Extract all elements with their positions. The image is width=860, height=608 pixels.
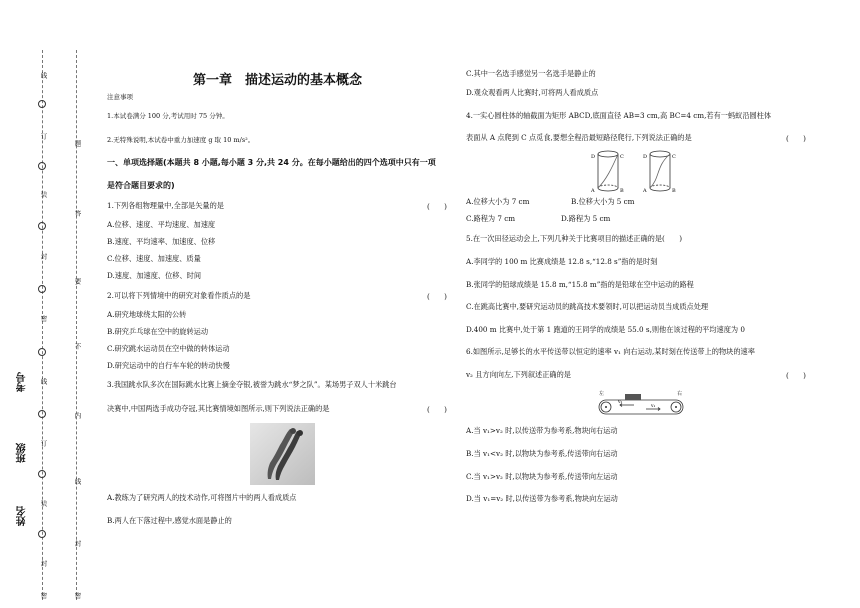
seal-circle: [38, 285, 46, 293]
option: A.研究地球绕太阳的公转: [107, 310, 187, 319]
option: A.当 v₁>v₂ 时,以传送带为参考系,物块向右运动: [466, 426, 618, 435]
answer-blank: ( ): [786, 134, 806, 143]
option: A.李同学的 100 m 比赛成绩是 12.8 s,“12.8 s”指的是时刻: [466, 257, 658, 266]
question-stem: 1.下列各组物理量中,全部是矢量的是: [107, 201, 224, 210]
seal-char: 密: [39, 592, 48, 599]
notice-item: 2.无特殊说明,本试卷中重力加速度 g 取 10 m/s²。: [107, 136, 255, 144]
option: D.400 m 比赛中,处于第 1 跑道的王同学的成绩是 55.0 s,则他在该过程的平均速度为 0: [466, 325, 745, 334]
option: A.位移、速度、平均速度、加速度: [107, 220, 216, 229]
seal-circle: [38, 470, 46, 478]
seal-circle: [38, 222, 46, 230]
answer-blank: ( ): [427, 202, 447, 211]
notice-heading: 注意事项: [107, 93, 133, 101]
direction-label-left: 左: [599, 391, 605, 397]
question-stem: 决赛中,中国两选手成功夺冠,其比赛情境如图所示,则下列说法正确的是: [107, 404, 330, 413]
answer-blank: ( ): [427, 405, 447, 414]
question-stem: 4.一实心圆柱体的轴截面为矩形 ABCD,底面直径 AB=3 cm,高 BC=4 cm,若有一蚂蚁沿圆柱体: [466, 111, 772, 120]
question-stem: 6.如图所示,足够长的水平传送带以恒定的速率 v₁ 向右运动,某时刻在传送带上的物块的速率: [466, 347, 755, 356]
question-stem: 3.我国跳水队多次在国际跳水比赛上摘金夺银,被誉为跳水“梦之队”。某场男子双人十米跳台: [107, 380, 397, 389]
name-field: 姓名: [17, 506, 28, 526]
diving-photo: [250, 423, 315, 485]
binding-margin: [0, 0, 100, 608]
seal-char: 线: [39, 72, 48, 79]
cylinder-figure: [590, 148, 685, 194]
option: C.其中一名选手感觉另一名选手是静止的: [466, 69, 596, 78]
seal-circle: [38, 100, 46, 108]
seal-circle: [38, 530, 46, 538]
seal-char: 要: [73, 278, 82, 285]
section-heading: 一、单项选择题(本题共 8 小题,每小题 3 分,共 24 分。在每小题给出的四个选项中只有一项: [107, 158, 436, 167]
seal-char: 封: [73, 540, 82, 547]
option: D.研究运动中的自行车车轮的转动快慢: [107, 361, 230, 370]
seal-char: 封: [39, 253, 48, 260]
seal-char: 不: [73, 343, 82, 350]
option: B.速度、平均速率、加速度、位移: [107, 237, 216, 246]
fig-label: A: [591, 188, 595, 194]
option: A.位移大小为 7 cm: [466, 197, 530, 206]
fig-label: B: [620, 188, 624, 194]
class-field: 班级: [17, 443, 28, 463]
option: D.路程为 5 cm: [561, 214, 611, 223]
answer-blank: ( ): [427, 292, 447, 301]
option: B.张同学的铅球成绩是 15.8 m,“15.8 m”指的是铅球在空中运动的路程: [466, 280, 694, 289]
seal-char: 装: [39, 500, 48, 507]
seal-char: 密: [73, 592, 82, 599]
seal-char: 题: [73, 140, 82, 147]
option: B.研究乒乓球在空中的旋转运动: [107, 327, 209, 336]
question-stem: 2.可以将下列情境中的研究对象看作质点的是: [107, 291, 251, 300]
option: C.研究跳水运动员在空中做的转体运动: [107, 344, 230, 353]
seal-circle: [38, 410, 46, 418]
seal-circle: [38, 162, 46, 170]
velocity-label: v₁: [651, 404, 656, 409]
fig-label: A: [643, 188, 647, 194]
seal-circle: [38, 348, 46, 356]
option: B.当 v₁<v₂ 时,以物块为参考系,传送带向右运动: [466, 449, 618, 458]
conveyor-belt-figure: [596, 388, 686, 418]
option: D.速度、加速度、位移、时间: [107, 271, 202, 280]
seal-char: 线: [39, 378, 48, 385]
fig-label: B: [672, 188, 676, 194]
option: C.位移、速度、加速度、质量: [107, 254, 201, 263]
seal-char: 内: [73, 412, 82, 419]
seal-char: 订: [39, 440, 48, 447]
notice-item: 1.本试卷满分 100 分,考试用时 75 分钟。: [107, 112, 229, 120]
seal-char: 订: [39, 133, 48, 140]
seal-char: 答: [73, 210, 82, 217]
option: C.当 v₁>v₂ 时,以物块为参考系,传送带向左运动: [466, 472, 618, 481]
seal-line-right: [76, 50, 77, 600]
page-title: 第一章 描述运动的基本概念: [193, 73, 363, 88]
fig-label: C: [620, 154, 624, 160]
option: C.路程为 7 cm: [466, 214, 516, 223]
fig-label: D: [643, 154, 648, 160]
seal-char: 封: [39, 560, 48, 567]
option: B.位移大小为 5 cm: [571, 197, 635, 206]
option: D.观众观看两人比赛时,可将两人看成质点: [466, 88, 599, 97]
seal-char: 线: [73, 478, 82, 485]
question-stem: v₂ 且方向向左,下列叙述正确的是: [466, 370, 571, 379]
fig-label: D: [591, 154, 596, 160]
section-heading: 是符合题目要求的): [107, 181, 175, 190]
question-stem: 5.在一次田径运动会上,下列几种关于比赛项目的描述正确的是( ): [466, 234, 683, 243]
fig-label: C: [672, 154, 676, 160]
option: C.在跳高比赛中,要研究运动员的跳高技术要领时,可以把运动员当成质点处理: [466, 302, 709, 311]
question-stem: 表面从 A 点爬到 C 点觅食,要想全程沿最短路径爬行,下列说法正确的是: [466, 133, 692, 142]
option: D.当 v₁=v₂ 时,以传送带为参考系,物块向左运动: [466, 494, 618, 503]
direction-label-right: 右: [677, 391, 683, 397]
option: A.教练为了研究两人的技术动作,可将图片中的两人看成质点: [107, 493, 297, 502]
option: B.两人在下落过程中,感觉水面是静止的: [107, 516, 232, 525]
exam-number-field: 考号: [17, 372, 28, 392]
seal-char: 装: [39, 191, 48, 198]
velocity-label: v₂: [618, 400, 623, 405]
answer-blank: ( ): [786, 371, 806, 380]
seal-char: 密: [39, 315, 48, 322]
